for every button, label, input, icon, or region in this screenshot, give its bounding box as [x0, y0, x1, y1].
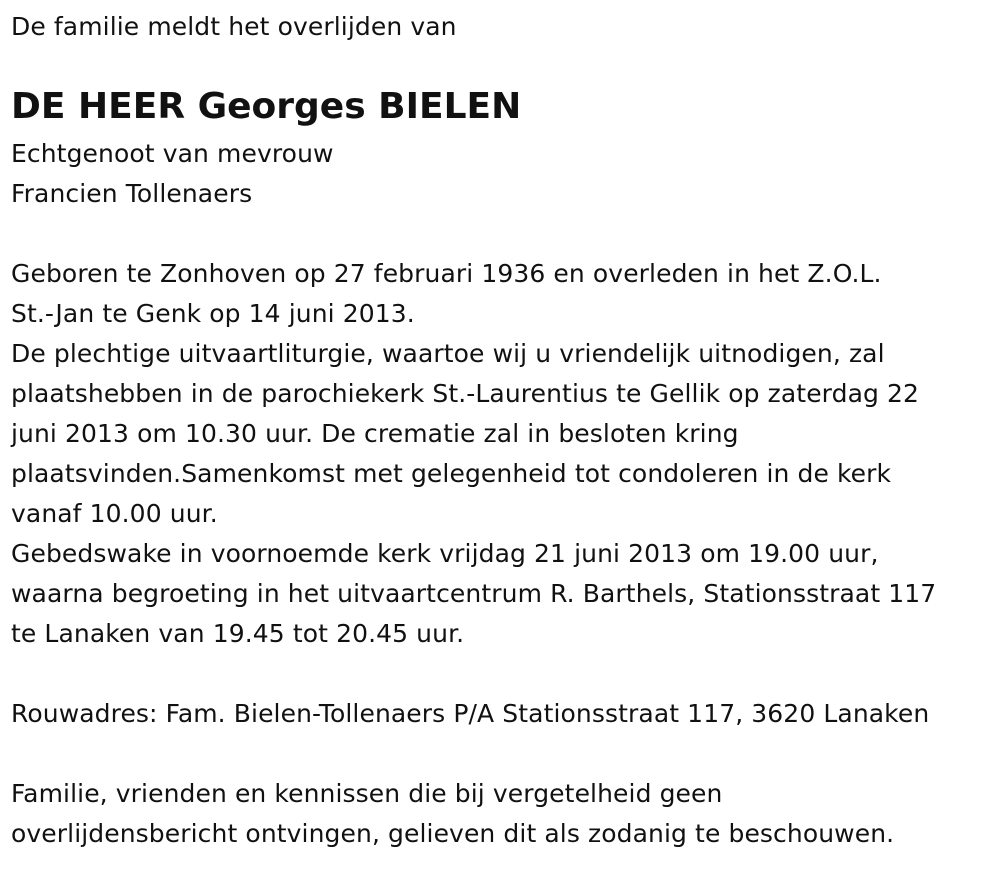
closing-line: Familie, vrienden en kennissen die bij vergetelheid geen	[11, 779, 723, 808]
details-line: De plechtige uitvaartliturgie, waartoe wij u vriendelijk uitnodigen, zal	[11, 339, 885, 368]
details-line: Gebedswake in voornoemde kerk vrijdag 21 juni 2013 om 19.00 uur,	[11, 539, 879, 568]
details-line: Geboren te Zonhoven op 27 februari 1936 en overleden in het Z.O.L.	[11, 259, 882, 288]
details-line: juni 2013 om 10.30 uur. De crematie zal in besloten kring	[11, 419, 739, 448]
closing-line: overlijdensbericht ontvingen, gelieven dit als zodanig te beschouwen.	[11, 819, 895, 848]
details-line: te Lanaken van 19.45 tot 20.45 uur.	[11, 619, 465, 648]
spouse-line: Echtgenoot van mevrouw	[11, 139, 334, 168]
details-line: plaatsvinden.Samenkomst met gelegenheid tot condoleren in de kerk	[11, 459, 892, 488]
mourning-address	[11, 694, 929, 734]
details-block	[11, 254, 936, 654]
details-line: vanaf 10.00 uur.	[11, 499, 218, 528]
intro-text: De familie meldt het overlijden van	[11, 12, 457, 41]
details-line: waarna begroeting in het uitvaartcentrum R. Barthels, Stationsstraat 117	[11, 579, 937, 608]
spouse-block	[11, 134, 334, 214]
address-line: Rouwadres: Fam. Bielen-Tollenaers P/A Stationsstraat 117, 3620 Lanaken	[11, 699, 930, 728]
deceased-name: DE HEER Georges BIELEN	[11, 86, 522, 127]
details-line: plaatshebben in de parochiekerk St.-Laurentius te Gellik op zaterdag 22	[11, 379, 920, 408]
closing-block	[11, 774, 894, 854]
details-line: St.-Jan te Genk op 14 juni 2013.	[11, 299, 415, 328]
spouse-line: Francien Tollenaers	[11, 179, 253, 208]
